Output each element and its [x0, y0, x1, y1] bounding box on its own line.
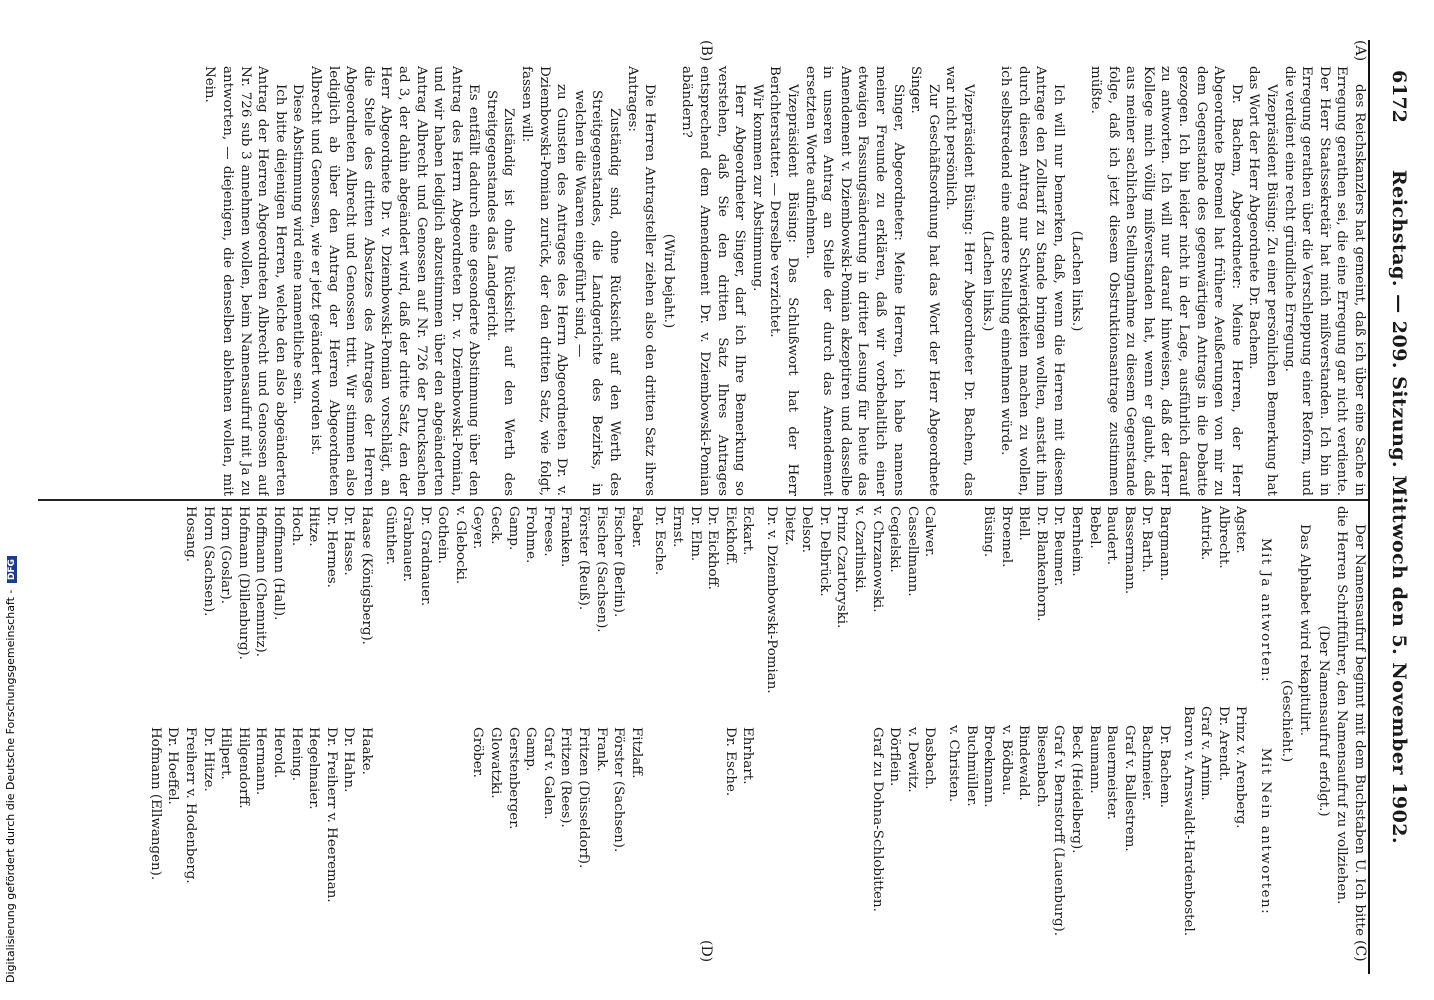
member-name: Fritzen (Rees).	[558, 727, 574, 828]
member-name: Hosang.	[183, 506, 198, 563]
member-name: Hilgendorff.	[235, 727, 251, 809]
member-name: Dr. Hitze.	[200, 727, 216, 792]
quoted-clause: Zuständig sind, ohne Rücksicht auf den Werth des Streitgegenstandes, die Landgerichte des Bezirks, in welchen die Waaren eingeführt sind, —	[571, 90, 623, 496]
member-name: Dr. Elm.	[687, 506, 703, 562]
member-name: Franken.	[558, 506, 574, 568]
member-name: Büsing.	[981, 506, 997, 558]
member-name: Dr. Bachem.	[1157, 725, 1173, 809]
nein-list	[146, 727, 375, 936]
paragraph: Singer, Abgeordneter: Meine Herren, ich habe namens meiner Freunde zu erklären, daß wir vorbehaltlich einer etwaigen Fassungsänderung in dritter Lesung für heute das Amendement v. Dziembowski-Pomian akzeptiren und dasselbe in unseren Antrag an Stelle der durch das Amendement ersetzten Worte aufnehmen.	[802, 66, 906, 496]
marker-d: (D)	[698, 940, 714, 963]
member-name: v. Bödbau.	[998, 725, 1014, 796]
member-name: Freese.	[540, 506, 556, 557]
member-name: Prinz v. Arenberg.	[1233, 706, 1249, 829]
member-name: Dr. Delbrück.	[816, 506, 832, 597]
member-name: Gerstenberger.	[505, 727, 521, 830]
member-name: Cassellmann.	[904, 506, 920, 597]
member-name: Fischer (Berlin).	[611, 506, 627, 618]
member-name: Förster (Reuß).	[576, 506, 592, 611]
member-name: Hofmann (Ellwangen).	[147, 727, 163, 881]
member-name: Baron v. Arnswaldt-Hardenbostel.	[1180, 706, 1196, 936]
member-name: Broemel.	[998, 506, 1014, 568]
member-name: Dr. Hahn.	[341, 727, 357, 793]
nein-list	[944, 725, 1173, 936]
digitization-footer	[4, 6, 20, 996]
ja-list	[381, 506, 645, 715]
member-name: Hening.	[288, 727, 304, 781]
paragraph: Herr Abgeordneter Singer, darf ich Ihre Bemerkung so verstehen, daß Sie den dritten Satz Ihres Antrages entsprechend dem Amendement Dr. v. Dziembowski-Pomian abändern?	[679, 66, 748, 496]
member-name: v. Christen.	[945, 725, 961, 803]
ja-heading: Mit Ja antworten:	[1258, 537, 1274, 684]
interjection: (Geschieht.)	[1278, 679, 1294, 763]
member-name: Dr. Gradnauer.	[417, 506, 433, 607]
paragraph: zu Gunsten des Antrages des Herrn Abgeordneten Dr. v. Dziembowski-Pomian zurück, der den dritten Satz, wie folgt, fassen will:	[519, 66, 570, 496]
member-name: Ehrhart.	[740, 727, 756, 785]
member-name: Hegelmaier.	[306, 727, 322, 810]
member-name: Dr. Freiherr v. Heereman.	[323, 727, 339, 903]
paragraph: Dr. Bachem, Abgeordneter: Meine Herren, der Herr Abgeordnete Broemel hat frühere Aeußerungen von mir zu dem Gegenstande des gegenwärtigen Antrags in die Debatte gezogen. Ich bin leider nicht in der Lage, ausführlich darauf zu antworten. Ich will nur darauf hinweisen, daß der Herr Kollege mich völlig mißverstanden hat, wenn er glaubt, daß aus meiner sachlichen Stellungnahme zu diesem Gegenstande folge, daß ich jetzt diesem Obstruktionsantrage zustimmen müßte.	[1088, 66, 1244, 496]
vote-group	[381, 506, 645, 936]
quoted-clause: Zuständig ist ohne Rücksicht auf den Werth des Streitgegenstandes das Landgericht.	[483, 90, 517, 496]
member-name: Graf v. Galen.	[540, 727, 556, 820]
member-name: Herold.	[270, 727, 286, 779]
running-title: Reichstag. — 209. Sitzung. Mittwoch den 5. November 1902.	[1388, 169, 1410, 845]
member-name: Dr. v. Dziembowski-Pomian.	[764, 506, 779, 694]
paragraph: Wir kommen zur Abstimmung.	[749, 84, 765, 292]
member-name: Dr. Esche.	[722, 727, 738, 797]
member-name: Dr. Hoeffel.	[165, 727, 181, 805]
member-name: Fischer (Sachsen).	[593, 506, 609, 633]
paragraph: Vizepräsident Büsing: Herr Abgeordneter Dr. Bachem, das war nicht persönlich.	[943, 66, 976, 496]
member-name: Glowatzki.	[488, 727, 504, 799]
member-name: Gothein.	[435, 506, 451, 564]
member-name: Ernst.	[670, 506, 686, 548]
member-name: Gröber.	[470, 727, 486, 778]
member-name: Dr. Hasse.	[341, 506, 357, 576]
member-name: v. Chrzanowski.	[869, 506, 885, 613]
page-header	[1368, 40, 1434, 974]
member-name: Prinz Czartoryski.	[834, 506, 850, 629]
member-name: Blell.	[1016, 506, 1032, 541]
nein-list	[1179, 706, 1249, 936]
paragraph: Diese Abstimmung wird eine namentliche sein.	[290, 84, 306, 405]
member-name: Dietz.	[781, 506, 797, 546]
member-name: Eickhoff.	[722, 506, 738, 566]
member-name: Horn (Goslar).	[218, 506, 234, 605]
member-name: Eckart.	[740, 506, 756, 556]
member-name: Agster.	[1233, 506, 1249, 554]
footer-text: Digitalisierung gefördert durch die Deutsche Forschungsgemeinschaft -	[4, 589, 17, 983]
paragraph: Vizepräsident Büsing: Das Schlußwort hat der Herr Berichterstatter. — Derselbe verzichtet.	[767, 66, 800, 496]
member-name: Faber.	[628, 506, 644, 549]
member-name: Dörflein.	[887, 727, 903, 787]
dfg-logo-icon: DFG	[7, 556, 17, 583]
interjection: (Lachen links.)	[979, 230, 995, 332]
right-column	[28, 506, 1368, 936]
member-name: Förster (Sachsen).	[611, 727, 627, 853]
member-name: Dasbach.	[922, 727, 938, 790]
member-name: Dr. Arendt.	[1215, 706, 1231, 782]
member-name: Calwer.	[922, 506, 938, 558]
nein-heading: Mit Nein antworten:	[1258, 747, 1274, 916]
paragraph: Die Herren Antragsteller ziehen also den dritten Satz ihres Antrages:	[624, 66, 658, 496]
member-name: Hoffmann (Hall).	[270, 506, 286, 621]
member-name: Hitze.	[306, 506, 322, 547]
member-name: Fritzen (Düsseldorf).	[576, 727, 592, 869]
nein-list	[381, 727, 645, 936]
member-name: Hilpert.	[218, 727, 234, 780]
member-name: Hermann.	[253, 727, 269, 796]
member-name: Grabnauer.	[400, 506, 416, 582]
interjection: (Lachen links.)	[1069, 230, 1085, 332]
member-name: Gamp.	[505, 506, 521, 551]
marker-a: (A)	[1352, 40, 1368, 62]
member-name: Bindewald.	[1016, 725, 1032, 801]
member-name: Bargmann.	[1157, 506, 1173, 581]
member-name: Delsor.	[799, 506, 815, 554]
member-name: Hoch.	[288, 506, 304, 547]
member-name: Bassermann.	[1121, 506, 1137, 595]
nein-list	[762, 727, 938, 936]
paragraph: Zur Geschäftsordnung hat das Wort der Herr Abgeordnete Singer.	[908, 66, 941, 496]
member-name: Freiherr v. Hodenberg.	[183, 727, 198, 884]
paragraph: des Reichskanzlers hat gemeint, daß ich über eine Sache in Erregung gerathen sei, die eine Erregung gar nicht verdiente. Der Herr Staatssekretär hat mich mißverstanden. Ich bin in Erregung gerathen über die Verschleppung einer Reform, und die verdient eine recht gründliche Erregung.	[1281, 66, 1367, 496]
member-name: Geyer.	[470, 506, 486, 550]
member-name: Dr. Hermes.	[323, 506, 339, 588]
paragraph: Das Alphabet wird rekapitulirt.	[1297, 524, 1313, 736]
member-name: Beck (Heidelberg).	[1069, 725, 1085, 854]
vote-group	[762, 506, 938, 936]
vote-group	[146, 506, 375, 936]
marker-b: (B)	[698, 40, 714, 62]
member-name: Dr. Beumer.	[1051, 506, 1067, 587]
paragraph: Ich bitte diejenigen Herren, welche den also abgeänderten Antrag der Herren Abgeordneten Albrecht und Genossen auf Nr. 726 sub 3 annehmen wollen, beim Namensaufruf mit Ja zu antworten, — diejenigen, die denselben ablehnen wollen, mit Nein.	[202, 66, 288, 496]
member-name: Dr. Blankenhorn.	[1033, 506, 1049, 622]
paragraph: Vizepräsident Büsing: Zu einer persönlichen Bemerkung hat das Wort der Herr Abgeordnete Dr. Bachem.	[1246, 66, 1280, 496]
vote-group	[944, 506, 1173, 936]
left-column	[28, 66, 1368, 496]
member-name: Albrecht.	[1215, 506, 1231, 569]
member-name: Haase (Königsberg).	[358, 506, 374, 645]
member-name: Dr. Barth.	[1139, 506, 1155, 573]
nein-list	[651, 727, 757, 936]
member-name: Graf v. Bernstorff (Lauenburg).	[1051, 725, 1067, 936]
member-name: Bachmeier.	[1139, 725, 1155, 801]
member-name: Gamp.	[523, 727, 539, 772]
marker-c: (C)	[1352, 940, 1368, 962]
member-name: Baumann.	[1086, 725, 1102, 794]
member-name: Frohme.	[523, 506, 539, 564]
interjection: (Wird bejaht.)	[660, 233, 676, 329]
member-name: v. Czarlinski.	[851, 506, 867, 593]
ja-list	[146, 506, 375, 715]
vote-headings	[1255, 506, 1275, 936]
member-name: Biesenbach.	[1033, 725, 1049, 808]
member-name: Buchmüller.	[963, 725, 979, 807]
member-name: Dr. Eickhoff.	[705, 506, 721, 590]
member-name: Graf zu Dohna-Schlobitten.	[869, 727, 885, 912]
member-name: Graf v. Arnim.	[1198, 706, 1214, 801]
ja-list	[1179, 506, 1249, 694]
ja-list	[651, 506, 757, 715]
paragraph: Der Namensaufruf beginnt mit dem Buchstaben U. Ich bitte die Herren Schriftführer, den Namensaufruf zu vollziehen.	[1334, 506, 1367, 936]
member-name: Bernheim.	[1069, 506, 1085, 577]
member-name: Frank.	[593, 727, 609, 772]
member-name: Antrick.	[1198, 506, 1214, 561]
paragraph: Ich will nur bemerken, daß, wenn die Herren mit diesem Antrage den Zolltarif zu Stande bringen wollten, anstatt ihm durch diesen Antrag nur Schwierigkeiten machen zu wollen, ich selbstredend eine andere Stellung einnehmen würde.	[998, 66, 1066, 496]
interjection: (Der Namensaufruf erfolgt.)	[1315, 625, 1331, 817]
member-name: v. Dewitz.	[904, 727, 920, 793]
member-name: Cegielski.	[887, 506, 903, 573]
member-name: Baudert.	[1104, 506, 1120, 565]
member-name: Hofmann (Dillenburg).	[235, 506, 251, 660]
member-name: Bebel.	[1086, 506, 1102, 549]
member-name: Dr. Esche.	[652, 506, 668, 576]
column-divider	[38, 499, 1368, 501]
member-name: Haake.	[358, 727, 374, 775]
vote-group	[651, 506, 757, 936]
member-name: Bauermeister.	[1104, 725, 1120, 821]
page-number: 6172	[1388, 70, 1410, 123]
member-name: Hoffmann (Chemnitz).	[253, 506, 269, 657]
member-name: Graf v. Ballestrem.	[1121, 725, 1137, 852]
paragraph: Es entfällt dadurch eine gesonderte Abstimmung über den Antrag des Herrn Abgeordneten Dr. v. Dziembowski-Pomian, und wir haben lediglich abzustimmen über den abgeänderten Antrag Albrecht und Genossen auf Nr. 726 der Drucksachen ad 3, der dahin abgeändert wird, daß der dritte Satz, den der Herr Abgeordnete Dr. v. Dziembowski-Pomian vorschlägt, an die Stelle des dritten Absatzes des Antrages der Herren Abgeordneten Albrecht und Genossen tritt. Wir stimmen also lediglich ab über den Antrag der Herren Abgeordneten Albrecht und Genossen, wie er jetzt geändert worden ist.	[307, 66, 482, 496]
member-name: Geck.	[488, 506, 504, 545]
member-name: v. Glebocki.	[452, 506, 468, 585]
member-name: Broekmann.	[981, 725, 997, 808]
vote-group	[1179, 506, 1249, 936]
ja-list	[944, 506, 1173, 713]
ja-list	[762, 506, 938, 715]
member-name: Horn (Sachsen).	[200, 506, 216, 617]
member-name: Fitzlaff.	[628, 727, 644, 779]
member-name: Günther.	[382, 506, 398, 566]
